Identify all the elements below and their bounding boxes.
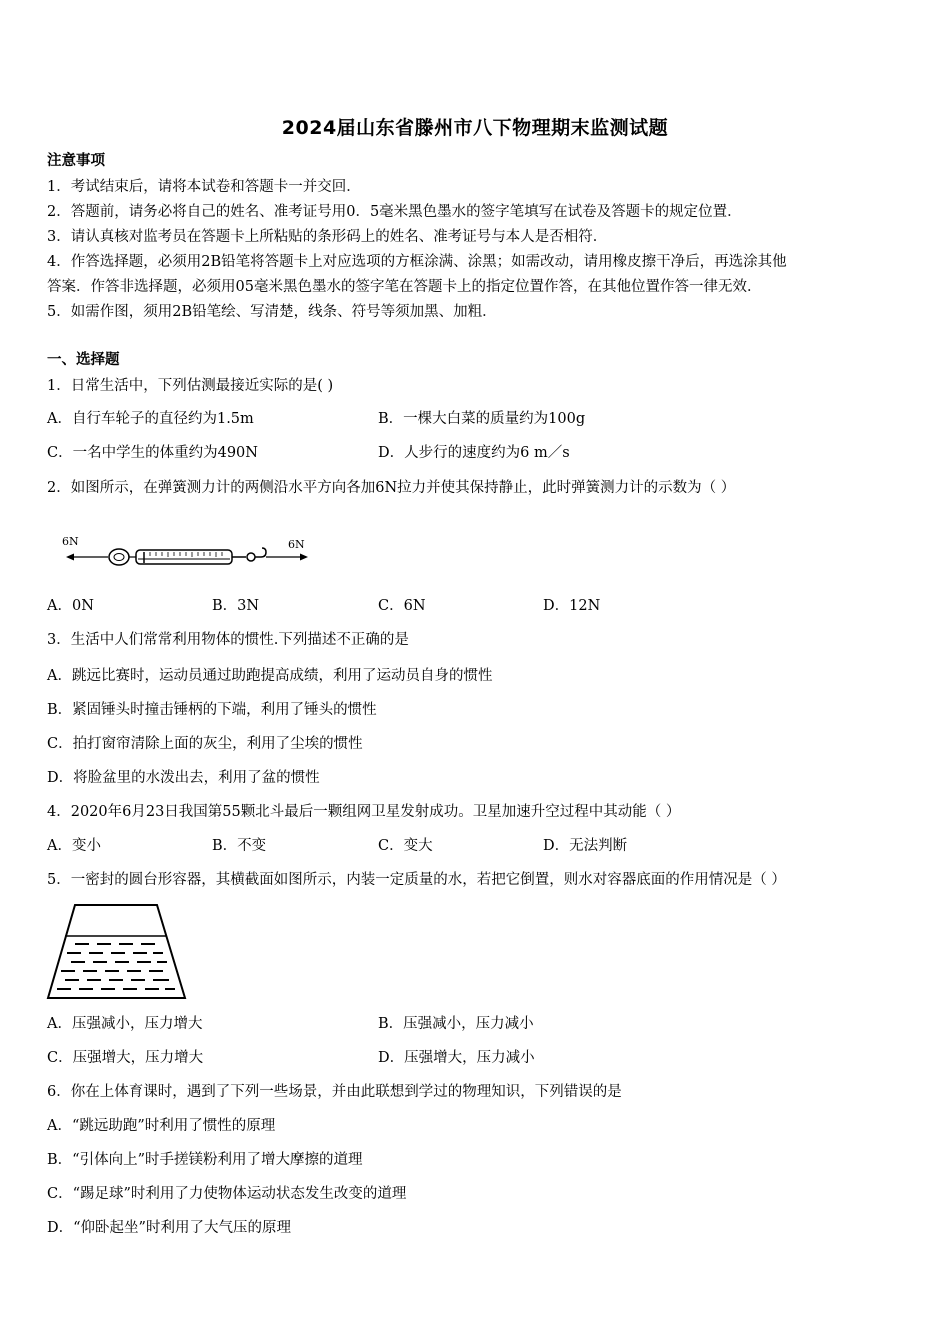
q1-option-d: D．人步行的速度约为6 m／s: [378, 445, 570, 461]
q3-stem: 3．生活中人们常常利用物体的惯性.下列描述不正确的是: [47, 632, 409, 648]
q4-option-c: C．变大: [378, 838, 433, 854]
q3-option-b: B．紧固锤头时撞击锤柄的下端，利用了锤头的惯性: [47, 702, 377, 718]
left-arrow-head: [66, 554, 74, 561]
q2-option-b: B．3N: [212, 598, 260, 614]
q5-stem: 5．一密封的圆台形容器，其横截面如图所示，内装一定质量的水，若把它倒置，则水对容器底面的作用情况是（ ）: [47, 872, 786, 888]
q2-stem: 2．如图所示，在弹簧测力计的两侧沿水平方向各加6N拉力并使其保持静止，此时弹簧测力计的示数为（ ）: [47, 480, 736, 496]
q6-option-a: A．“跳远助跑”时利用了惯性的原理: [47, 1118, 276, 1134]
section-heading: 一、选择题: [47, 351, 120, 368]
q5-option-c: C．压强增大，压力增大: [47, 1050, 204, 1066]
notice-item-2: 2．答题前，请务必将自己的姓名、准考证号用0．5毫米黑色墨水的签字笔填写在试卷及答题卡的规定位置．: [47, 204, 742, 220]
scale-ring: [109, 549, 129, 565]
notice-item-1: 1．考试结束后，请将本试卷和答题卡一并交回．: [47, 179, 361, 195]
right-arrow-head: [300, 554, 308, 561]
q2-option-a: A．0N: [47, 598, 94, 614]
q2-option-d: D．12N: [543, 598, 601, 614]
spring-scale-figure: [58, 530, 318, 575]
q5-option-a: A．压强减小，压力增大: [47, 1016, 203, 1032]
notice-item-4-cont: 答案．作答非选择题，必须用05毫米黑色墨水的签字笔在答题卡上的指定位置作答，在其他位置作答一律无效．: [47, 279, 762, 295]
left-force-label: 6N: [62, 535, 79, 548]
q3-option-a: A．跳远比赛时，运动员通过助跑提高成绩，利用了运动员自身的惯性: [47, 668, 493, 684]
notice-item-5: 5．如需作图，须用2B铅笔绘、写清楚，线条、符号等须加黑、加粗．: [47, 304, 497, 320]
q6-option-b: B．“引体向上”时手搓镁粉利用了增大摩擦的道理: [47, 1152, 363, 1168]
container-outline: [48, 905, 185, 998]
water-dashes: [57, 944, 175, 989]
q1-stem: 1．日常生活中，下列估测最接近实际的是( ): [47, 378, 334, 394]
scale-hook: [255, 548, 266, 557]
q4-option-d: D．无法判断: [543, 838, 628, 854]
q1-option-c: C．一名中学生的体重约为490N: [47, 445, 258, 461]
q6-option-c: C．“踢足球”时利用了力使物体运动状态发生改变的道理: [47, 1186, 407, 1202]
q1-option-a: A．自行车轮子的直径约为1.5m: [47, 411, 254, 427]
notice-item-3: 3．请认真核对监考员在答题卡上所粘贴的条形码上的姓名、准考证号与本人是否相符．: [47, 229, 608, 245]
q4-option-a: A．变小: [47, 838, 101, 854]
q4-option-b: B．不变: [212, 838, 267, 854]
notice-item-4: 4．作答选择题，必须用2B铅笔将答题卡上对应选项的方框涂满、涂黑；如需改动，请用橡皮擦干净后，再选涂其他: [47, 254, 787, 270]
q2-option-c: C．6N: [378, 598, 426, 614]
q5-option-b: B．压强减小，压力减小: [378, 1016, 534, 1032]
notice-heading: 注意事项: [47, 152, 105, 169]
q1-option-b: B．一棵大白菜的质量约为100g: [378, 411, 586, 427]
q4-stem: 4．2020年6月23日我国第55颗北斗最后一颗组网卫星发射成功。卫星加速升空过程中其动能（ ）: [47, 804, 681, 820]
scale-hook-ring: [247, 553, 255, 561]
q6-option-d: D．“仰卧起坐”时利用了大气压的原理: [47, 1220, 291, 1236]
q3-option-c: C．拍打窗帘清除上面的灰尘，利用了尘埃的惯性: [47, 736, 363, 752]
frustum-container-figure: [45, 902, 190, 1002]
page-title: 2024届山东省滕州市八下物理期末监测试题: [281, 117, 669, 139]
q3-option-d: D．将脸盆里的水泼出去，利用了盆的惯性: [47, 770, 320, 786]
scale-ring-inner: [114, 554, 124, 561]
right-force-label: 6N: [288, 538, 305, 551]
q6-stem: 6．你在上体育课时，遇到了下列一些场景，并由此联想到学过的物理知识，下列错误的是: [47, 1084, 622, 1100]
q5-option-d: D．压强增大，压力减小: [378, 1050, 535, 1066]
